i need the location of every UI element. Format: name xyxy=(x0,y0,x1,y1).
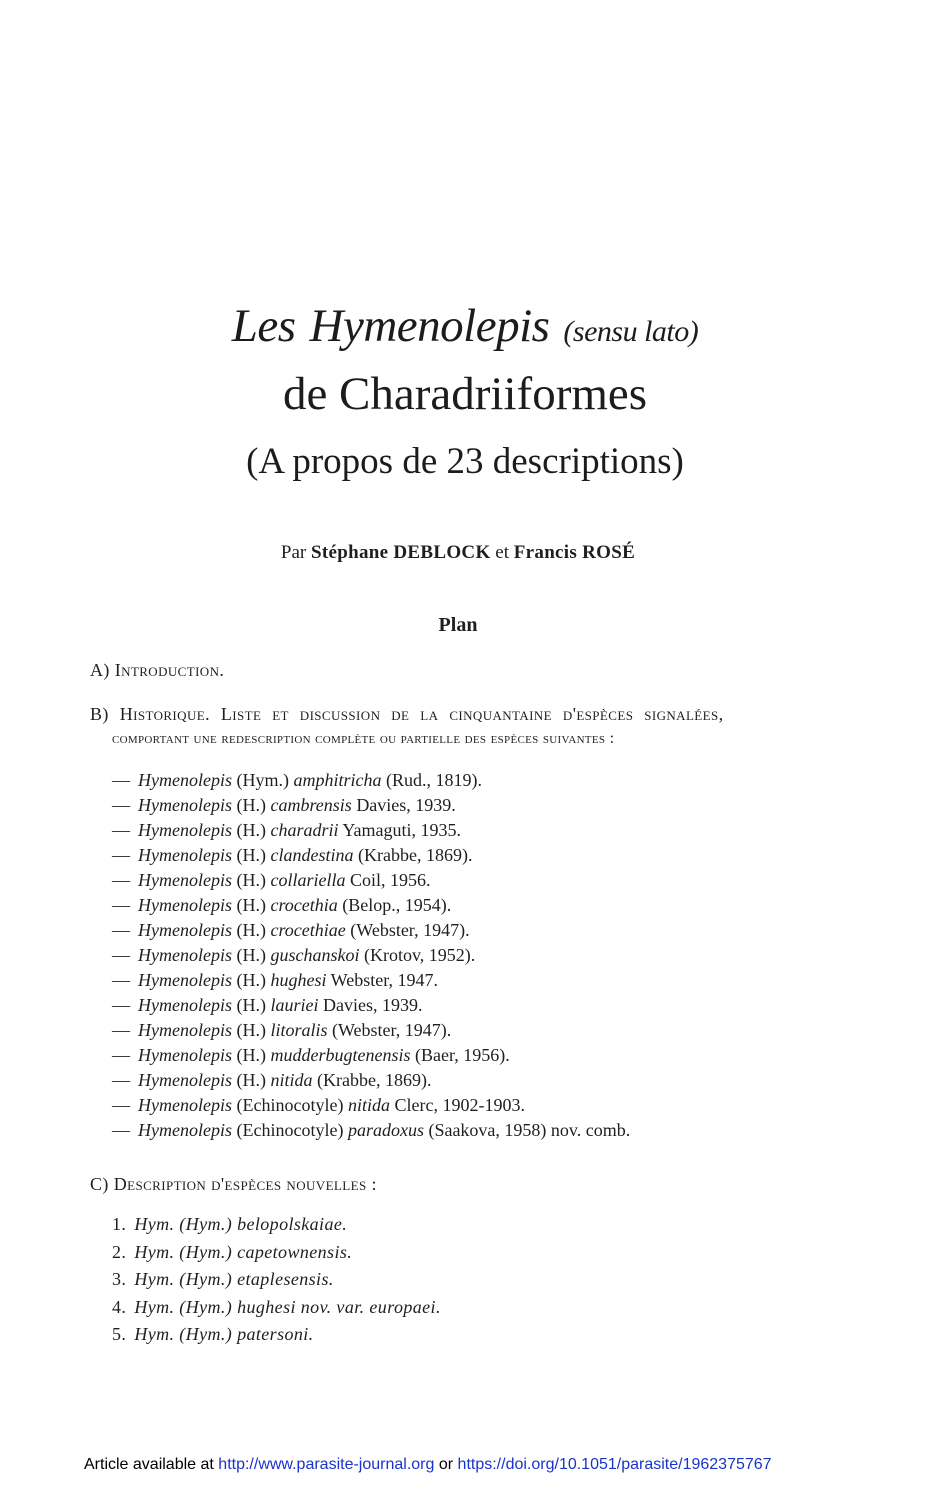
section-a-heading: A) Introduction. xyxy=(90,660,225,680)
species-dash: — xyxy=(112,1070,130,1090)
species-authority: Davies, 1939. xyxy=(322,995,423,1015)
species-authority: Davies, 1939. xyxy=(356,795,456,815)
species-dash: — xyxy=(112,820,130,840)
species-genus: Hymenolepis xyxy=(138,870,232,890)
species-epithet: charadrii xyxy=(270,820,339,840)
new-species-number: 5. xyxy=(112,1324,127,1344)
species-list xyxy=(112,768,630,1143)
species-subgenus: (H.) xyxy=(236,1070,266,1090)
section-b-heading-continued: comportant une redescription complète ou partielle des espèces suivantes : xyxy=(112,730,615,747)
species-dash: — xyxy=(112,920,130,940)
species-epithet: crocethia xyxy=(270,895,338,915)
section-c-heading: C) Description d'espèces nouvelles : xyxy=(90,1174,377,1194)
species-authority: (Krabbe, 1869). xyxy=(317,1070,432,1090)
species-epithet: crocethiae xyxy=(270,920,346,940)
species-authority: Webster, 1947. xyxy=(330,970,438,990)
species-item xyxy=(112,1043,630,1068)
section-b-heading: B) Historique. Liste et discussion de la cinquantaine d'espèces signalées, xyxy=(90,704,724,724)
species-genus: Hymenolepis xyxy=(138,845,232,865)
species-dash: — xyxy=(112,1095,130,1115)
species-genus: Hymenolepis xyxy=(138,1020,232,1040)
species-dash: — xyxy=(112,995,130,1015)
new-species-item xyxy=(112,1294,441,1322)
doi-link[interactable]: https://doi.org/10.1051/parasite/1962375767 xyxy=(457,1456,772,1473)
species-subgenus: (H.) xyxy=(236,945,266,965)
species-authority: (Rud., 1819). xyxy=(385,770,482,790)
species-item xyxy=(112,818,630,843)
new-species-number: 2. xyxy=(112,1241,127,1262)
species-subgenus: (H.) xyxy=(236,895,266,915)
species-item xyxy=(112,868,630,893)
species-authority: (Saakova, 1958) nov. comb. xyxy=(428,1120,631,1140)
footer-prefix: Article available at xyxy=(84,1456,214,1473)
species-subgenus: (H.) xyxy=(236,845,266,865)
species-item xyxy=(112,918,630,943)
species-epithet: mudderbugtenensis xyxy=(270,1045,411,1065)
species-subgenus: (H.) xyxy=(236,820,266,840)
species-genus: Hymenolepis xyxy=(138,1070,232,1090)
footer-availability xyxy=(84,1456,772,1474)
species-item xyxy=(112,843,630,868)
species-epithet: collariella xyxy=(270,870,346,890)
plan-heading: Plan xyxy=(438,614,478,636)
new-species-list xyxy=(112,1211,441,1349)
new-species-name: Hym. (Hym.) etaplesensis. xyxy=(134,1269,334,1289)
title-les: Les xyxy=(231,300,296,352)
species-epithet: paradoxus xyxy=(347,1120,424,1140)
new-species-item xyxy=(112,1321,441,1349)
title-genus: Hymenolepis xyxy=(309,300,550,352)
species-genus: Hymenolepis xyxy=(138,820,232,840)
species-subgenus: (H.) xyxy=(236,1020,266,1040)
species-genus: Hymenolepis xyxy=(138,970,232,990)
species-epithet: amphitricha xyxy=(293,770,382,790)
species-genus: Hymenolepis xyxy=(138,945,232,965)
new-species-name: Hym. (Hym.) patersoni. xyxy=(134,1324,314,1344)
journal-link[interactable]: http://www.parasite-journal.org xyxy=(218,1456,435,1473)
species-epithet: guschanskoi xyxy=(270,945,360,965)
species-genus: Hymenolepis xyxy=(138,995,232,1015)
authors-prefix: Par xyxy=(280,542,307,563)
species-dash: — xyxy=(112,1120,130,1140)
species-epithet: lauriei xyxy=(270,995,319,1015)
new-species-item xyxy=(112,1239,441,1267)
species-genus: Hymenolepis xyxy=(138,895,232,915)
species-genus: Hymenolepis xyxy=(138,1095,232,1115)
species-item xyxy=(112,1018,630,1043)
authors-conjunction: et xyxy=(495,542,509,563)
species-dash: — xyxy=(112,1045,130,1065)
species-subgenus: (H.) xyxy=(236,995,266,1015)
title-line-1 xyxy=(0,296,930,362)
species-authority: (Baer, 1956). xyxy=(414,1045,510,1065)
species-dash: — xyxy=(112,870,130,890)
species-authority: Coil, 1956. xyxy=(349,870,431,890)
species-item xyxy=(112,1093,630,1118)
species-epithet: cambrensis xyxy=(270,795,352,815)
new-species-number: 1. xyxy=(112,1214,127,1234)
species-subgenus: (H.) xyxy=(236,870,266,890)
species-dash: — xyxy=(112,795,130,815)
species-epithet: hughesi xyxy=(270,970,327,990)
species-item xyxy=(112,943,630,968)
species-item xyxy=(112,1118,630,1143)
species-item xyxy=(112,768,630,793)
new-species-item xyxy=(112,1266,441,1294)
species-subgenus: (Echinocotyle) xyxy=(236,1095,344,1115)
species-subgenus: (H.) xyxy=(236,970,266,990)
author-1: Stéphane DEBLOCK xyxy=(311,542,491,563)
species-epithet: litoralis xyxy=(270,1020,328,1040)
authors-line xyxy=(0,542,916,564)
title-line-3: (A propos de 23 descriptions) xyxy=(246,441,684,482)
species-authority: (Belop., 1954). xyxy=(342,895,452,915)
species-genus: Hymenolepis xyxy=(138,1045,232,1065)
species-genus: Hymenolepis xyxy=(138,795,232,815)
species-epithet: nitida xyxy=(347,1095,390,1115)
new-species-name: Hym. (Hym.) capetownensis. xyxy=(134,1241,353,1262)
species-genus: Hymenolepis xyxy=(138,920,232,940)
species-genus: Hymenolepis xyxy=(138,770,232,790)
species-item xyxy=(112,893,630,918)
title-line-2: de Charadriiformes xyxy=(282,368,648,420)
species-authority: (Krotov, 1952). xyxy=(363,945,476,965)
new-species-name: Hym. (Hym.) hughesi nov. var. europaei. xyxy=(134,1296,441,1317)
title-sensu-lato: (sensu lato) xyxy=(563,315,699,348)
species-dash: — xyxy=(112,945,130,965)
species-genus: Hymenolepis xyxy=(138,1120,232,1140)
species-dash: — xyxy=(112,770,130,790)
footer-middle: or xyxy=(438,1456,454,1473)
species-item xyxy=(112,1068,630,1093)
species-subgenus: (Echinocotyle) xyxy=(236,1120,344,1140)
species-dash: — xyxy=(112,970,130,990)
species-authority: (Webster, 1947). xyxy=(332,1020,452,1040)
species-item xyxy=(112,993,630,1018)
species-item xyxy=(112,968,630,993)
new-species-name: Hym. (Hym.) belopolskaiae. xyxy=(134,1214,348,1234)
species-dash: — xyxy=(112,845,130,865)
species-authority: Clerc, 1902-1903. xyxy=(394,1095,525,1115)
species-epithet: nitida xyxy=(270,1070,313,1090)
species-subgenus: (Hym.) xyxy=(236,770,289,790)
species-dash: — xyxy=(112,895,130,915)
species-subgenus: (H.) xyxy=(236,920,266,940)
new-species-number: 3. xyxy=(112,1269,127,1289)
species-dash: — xyxy=(112,1020,130,1040)
species-subgenus: (H.) xyxy=(236,795,266,815)
new-species-item xyxy=(112,1211,441,1239)
species-authority: Yamaguti, 1935. xyxy=(342,820,462,840)
species-authority: (Krabbe, 1869). xyxy=(357,845,473,865)
species-epithet: clandestina xyxy=(270,845,354,865)
new-species-number: 4. xyxy=(112,1296,127,1317)
species-authority: (Webster, 1947). xyxy=(350,920,470,940)
author-2: Francis ROSÉ xyxy=(513,542,636,563)
species-subgenus: (H.) xyxy=(236,1045,266,1065)
species-item xyxy=(112,793,630,818)
